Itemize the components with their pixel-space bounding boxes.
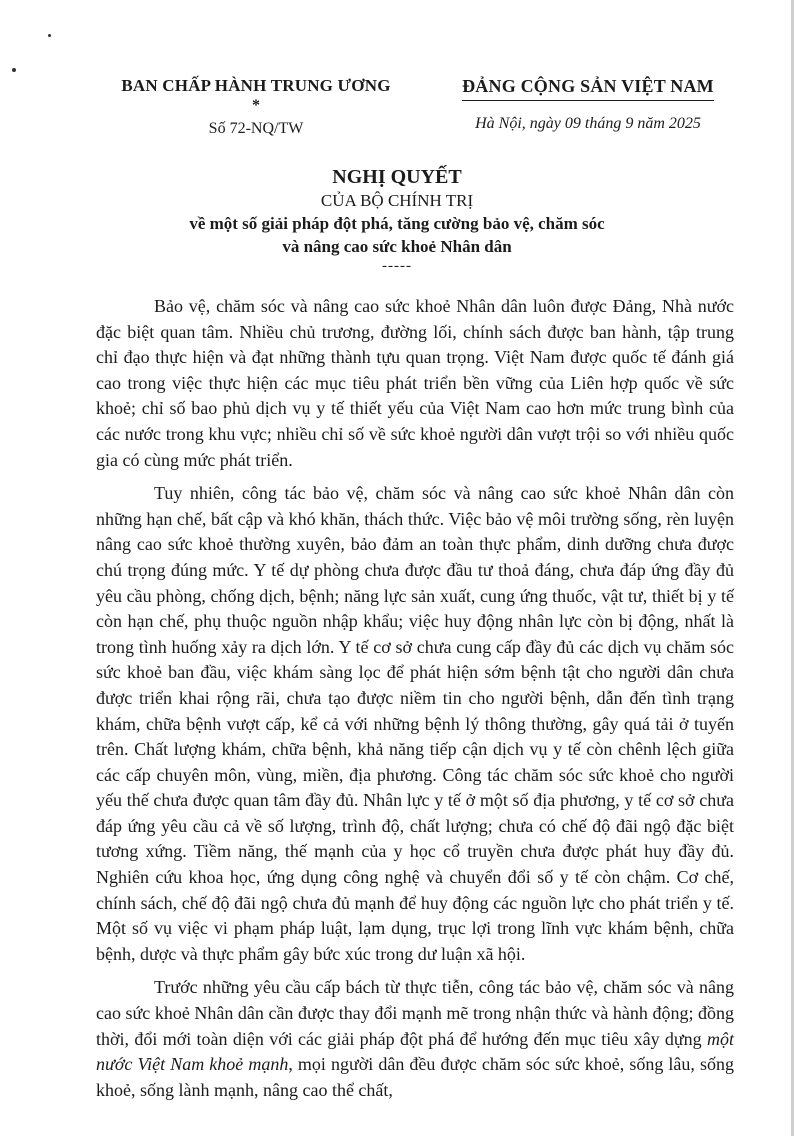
title-separator: ----- (382, 258, 412, 274)
document-body (96, 294, 734, 1111)
scan-speck (48, 34, 51, 37)
title-issuer: CỦA BỘ CHÍNH TRỊ (320, 191, 474, 210)
document-number: Số 72-NQ/TW (208, 120, 304, 137)
paragraph-text: , mọi người dân đều được chăm sóc sức khoẻ, sống lâu, sống khoẻ, sống lành mạnh, nâng cao thể chất, (96, 1054, 735, 1100)
place-date: Hà Nội, ngày 09 tháng 9 năm 2025 (475, 115, 701, 132)
emphasized-text: một nước Việt Nam khoẻ mạnh (96, 1028, 734, 1075)
paragraph: Tuy nhiên, công tác bảo vệ, chăm sóc và nâng cao sức khoẻ Nhân dân còn những hạn chế, bất cập và khó khăn, thách thức. Việc bảo vệ môi trường sống, rèn luyện nâng cao sức khoẻ thường xuyên, bảo đảm an toàn thực phẩm, dinh dưỡng chưa được chú trọng đúng mức. Y tế dự phòng chưa được đầu tư thoả đáng, chưa đáp ứng đầy đủ yêu cầu phòng, chống dịch, bệnh; năng lực sản xuất, cung ứng thuốc, vật tư, thiết bị y tế còn hạn chế, phụ thuộc nguồn nhập khẩu; việc huy động nhân lực còn bị động, nhất là trong tình huống xảy ra dịch lớn. Y tế cơ sở chưa cung cấp đầy đủ các dịch vụ chăm sóc sức khoẻ ban đầu, việc khám sàng lọc để phát hiện sớm bệnh tật cho người dân chưa được triển khai rộng rãi, chưa tạo được niềm tin cho người bệnh, dẫn đến tình trạng khám, chữa bệnh vượt cấp, kể cả với những bệnh lý thông thường, gây quá tải ở tuyến trên. Chất lượng khám, chữa bệnh, khả năng tiếp cận dịch vụ y tế còn chênh lệch giữa các cấp chuyên môn, vùng, miền, địa phương. Công tác chăm sóc sức khoẻ cho người yếu thế chưa được quan tâm đầy đủ. Nhân lực y tế ở một số địa phương, y tế cơ sở chưa đáp ứng yêu cầu cả về số lượng, trình độ, chất lượng; chưa có chế độ đãi ngộ đặc biệt tương xứng. Tiềm năng, thế mạnh của y học cổ truyền chưa được phát huy đầy đủ. Nghiên cứu khoa học, ứng dụng công nghệ và chuyển đổi số y tế còn chậm. Cơ chế, chính sách, chế độ đãi ngộ chưa đủ mạnh để huy động các nguồn lực cho phát triển y tế. Một số vụ việc vi phạm pháp luật, lạm dụng, trục lợi trong lĩnh vực khám bệnh, chữa bệnh, dược và thực phẩm gây bức xúc trong dư luận xã hội. (96, 483, 734, 964)
paragraph-text: Trước những yêu cầu cấp bách từ thực tiễn, công tác bảo vệ, chăm sóc và nâng cao sức khoẻ Nhân dân cần được thay đổi mạnh mẽ trong nhận thức và hành động; đồng thời, đổi mới toàn diện với các giải pháp đột phá để hướng đến mục tiêu xây dựng (96, 977, 734, 1049)
title-type: NGHỊ QUYẾT (332, 166, 462, 188)
title-subject-line1: về một số giải pháp đột phá, tăng cường bảo vệ, chăm sóc (189, 214, 605, 233)
star-mark: * (252, 97, 260, 114)
title-subject-line2: và nâng cao sức khoẻ Nhân dân (282, 237, 512, 256)
issuing-organization: BAN CHẤP HÀNH TRUNG ƯƠNG (121, 76, 391, 95)
party-block (446, 76, 730, 133)
document-title (0, 164, 794, 274)
issuer-block (96, 76, 416, 138)
scan-speck (12, 68, 16, 72)
party-name: ĐẢNG CỘNG SẢN VIỆT NAM (462, 76, 714, 101)
paragraph: Bảo vệ, chăm sóc và nâng cao sức khoẻ Nhân dân luôn được Đảng, Nhà nước đặc biệt quan tâm. Nhiều chủ trương, đường lối, chính sách được ban hành, tập trung chỉ đạo thực hiện và đạt những thành tựu quan trọng. Việt Nam được quốc tế đánh giá cao trong việc thực hiện các mục tiêu phát triển bền vững của Liên hợp quốc về sức khoẻ; chỉ số bao phủ dịch vụ y tế thiết yếu của Việt Nam cao hơn mức trung bình của các nước trong khu vực; nhiều chỉ số về sức khoẻ người dân vượt trội so với nhiều quốc gia có cùng mức phát triển. (96, 296, 734, 470)
paragraph (96, 975, 734, 1103)
